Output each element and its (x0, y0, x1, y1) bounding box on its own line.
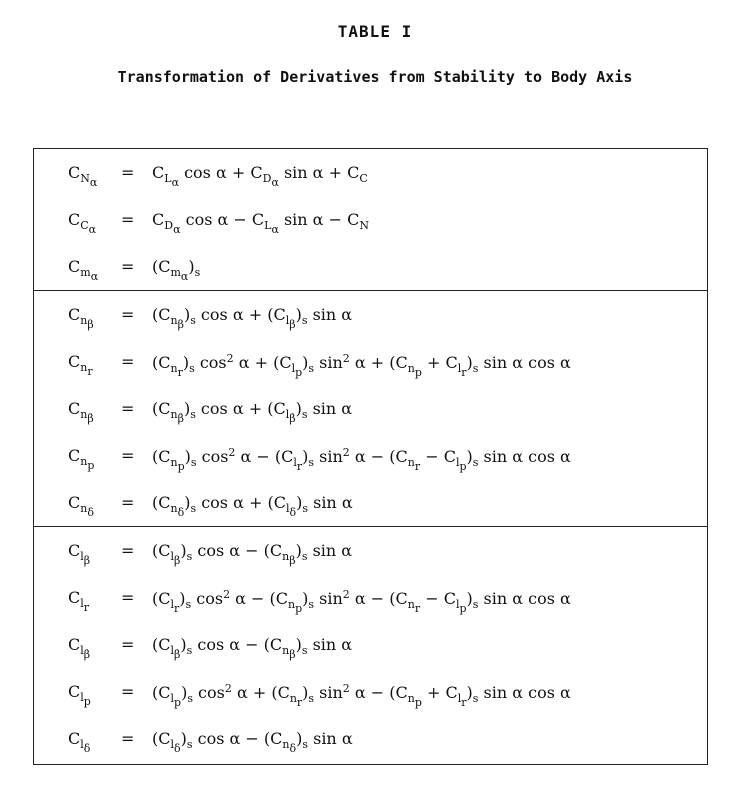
transformation-expression: $(C_{l_\delta})_s$ $\cos \alpha - (C_{n_\delta})_s$ sin α (152, 729, 353, 755)
equation-row (34, 479, 707, 526)
equation-row (34, 149, 707, 196)
equals-sign: = (121, 446, 135, 465)
equation-row (34, 574, 707, 621)
equation-row (34, 385, 707, 432)
derivative-symbol: $C_{n_{\betȧ}}$ (68, 399, 94, 425)
table-section (34, 149, 707, 291)
derivative-symbol: $C_{m_\alpha}$ (68, 257, 99, 283)
derivative-symbol: $C_{l_{\betȧ}}$ (68, 635, 91, 661)
equals-sign: = (121, 163, 135, 182)
transformation-expression: $(C_{l_{\betȧ}})_s$ $\cos \alpha - (C_{n_\beta})_s$ sin α (152, 635, 353, 661)
table-section (34, 527, 707, 762)
equation-row (34, 715, 707, 762)
transformation-expression: $(C_{m_\alpha})_s$ (152, 257, 201, 283)
derivative-symbol: $C_{n_p}$ (68, 446, 95, 472)
equals-sign: = (121, 635, 135, 654)
derivative-symbol: $C_{n_\beta}$ (68, 305, 94, 331)
transformation-expression: $(C_{l_p})_s$ $\cos^2 \alpha + (C_{n_r})_s$ $\sin^2 \alpha - (C_{n_p} + C_{l_r})_s$ sin α cos α (152, 682, 571, 709)
equals-sign: = (121, 588, 135, 607)
derivative-table (33, 148, 708, 765)
derivative-symbol: $C_{l_r}$ (68, 588, 90, 614)
table-title: TABLE I (337, 22, 413, 41)
equation-row (34, 196, 707, 243)
derivative-symbol: $C_{n_\delta}$ (68, 493, 94, 519)
equals-sign: = (121, 493, 135, 512)
equation-row (34, 668, 707, 715)
equation-row (34, 527, 707, 574)
equation-row (34, 621, 707, 668)
equals-sign: = (121, 257, 135, 276)
transformation-expression: $(C_{l_\beta})_s$ $\cos \alpha - (C_{n_\beta})_s$ sin α (152, 541, 353, 567)
derivative-symbol: $C_{n_r}$ (68, 352, 93, 378)
equals-sign: = (121, 399, 135, 418)
derivative-symbol: $C_{C_\alpha}$ (68, 210, 97, 236)
equation-row (34, 338, 707, 385)
table-subtitle: Transformation of Derivatives from Stability to Body Axis (117, 68, 633, 86)
transformation-expression: $(C_{n_\delta})_s$ $\cos \alpha + (C_{l_\delta})_s$ sin α (152, 493, 353, 519)
derivative-symbol: $C_{l_\delta}$ (68, 729, 91, 755)
equals-sign: = (121, 210, 135, 229)
transformation-expression: $C_{L_\alpha}$ $\cos \alpha + C_{D_\alpha}$ $\sin \alpha + C_C$ (152, 163, 368, 189)
derivative-symbol: $C_{l_p}$ (68, 682, 91, 708)
table-section (34, 291, 707, 527)
transformation-expression: $(C_{n_r})_s$ $\cos^2 \alpha + (C_{l_p})_s$ $\sin^2 \alpha + (C_{n_p} + C_{l_r})_s$ sin α cos α (152, 352, 571, 379)
transformation-expression: $(C_{n_\beta})_s$ $\cos \alpha + (C_{l_\beta})_s$ sin α (152, 305, 353, 331)
equals-sign: = (121, 352, 135, 371)
transformation-expression: $(C_{n_p})_s$ $\cos^2 \alpha - (C_{l_r})_s$ $\sin^2 \alpha - (C_{n_r} - C_{l_p})_s$ sin α cos α (152, 446, 571, 473)
equals-sign: = (121, 305, 135, 324)
equals-sign: = (121, 682, 135, 701)
derivative-symbol: $C_{l_\beta}$ (68, 541, 91, 567)
equals-sign: = (121, 729, 135, 748)
equation-row (34, 291, 707, 338)
transformation-expression: $(C_{n_{\betȧ}})_s$ $\cos \alpha + (C_{l_{\betȧ}})_s$ sin α (152, 399, 353, 425)
transformation-expression: $C_{D_\alpha}$ $\cos \alpha - C_{L_\alpha}$ $\sin \alpha - C_N$ (152, 210, 369, 236)
equals-sign: = (121, 541, 135, 560)
transformation-expression: $(C_{l_r})_s$ $\cos^2 \alpha - (C_{n_p})_s$ $\sin^2 \alpha - (C_{n_r} - C_{l_p})_s$ sin α cos α (152, 588, 571, 615)
equation-row (34, 432, 707, 479)
derivative-symbol: $C_{N_\alpha}$ (68, 163, 98, 189)
equation-row (34, 243, 707, 290)
